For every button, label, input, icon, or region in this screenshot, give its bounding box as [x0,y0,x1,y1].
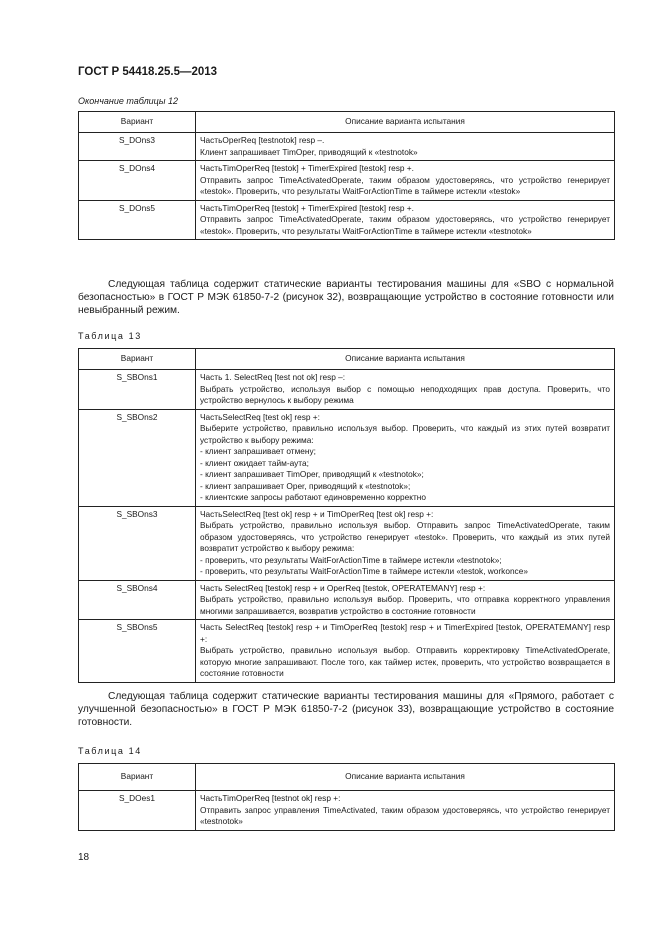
description-cell [196,791,615,831]
description-line: Часть SelectReq [testok] resp + и OperReq [testok, OPERATEMANY] resp +: [200,582,486,593]
description-line: - проверить, что результаты WaitForActionTime в таймере истекли «testok, workonce» [200,566,528,576]
variant-cell: S_SBOns1 [79,370,196,410]
table-row [79,620,615,683]
column-header-description: Описание варианта испытания [196,349,615,370]
variant-cell: S_SBOns5 [79,620,196,683]
variant-cell: S_DOes1 [79,791,196,831]
description-cell [196,161,615,201]
table-12-caption: Окончание таблицы 12 [78,96,178,106]
table-12 [78,111,615,240]
table-14 [78,763,615,831]
description-line: ЧастьSelectReq [test ok] resp + и TimOperReq [test ok] resp +: [200,508,434,519]
column-header-description: Описание варианта испытания [196,764,615,791]
description-line: Часть SelectReq [testok] resp + и TimOperReq [testok] resp + и TimerExpired [testok, OPERATEMANY] resp +: [200,622,610,644]
variant-cell: S_DOns5 [79,200,196,240]
paragraph: Следующая таблица содержит статические варианты тестирования машины для «Прямого, работает с улучшенной безопасностью» в ГОСТ Р МЭК 61850-7-2 (рисунок 33), возвращающие устройство в состояние готовности. [78,691,614,728]
description-line: - клиентские запросы работают единовременно корректно [200,492,426,502]
description-line: ЧастьSelectReq [test ok] resp +: [200,411,320,422]
description-line: ЧастьOperReq [testnotok] resp –. [200,135,325,145]
description-line: - клиент запрашивает Oper, приводящий к «testnotok»; [200,480,411,491]
description-line: Клиент запрашивает TimOper, приводящий к «testnotok» [200,146,418,157]
description-line: Отправить запрос TimeActivatedOperate, таким образом удостоверяясь, что устройство генерирует «testok». Проверить, что результаты WaitForActionTime в таймере истекли «testnotok» [200,214,610,236]
description-line: - клиент запрашивает отмену; [200,446,316,456]
description-cell [196,409,615,506]
description-line: Выбрать устройство, правильно используя выбор. Отправить запрос TimeActivatedOperate, таким образом удостоверяясь, что устройство генерирует «testok». Проверить, что каждый из этих путей возвратит устройство к выбору режима: [200,520,610,553]
column-header-variant: Вариант [79,349,196,370]
table-13 [78,348,615,683]
paragraph: Следующая таблица содержит статические варианты тестирования машины для «SBO с нормальной безопасностью» в ГОСТ Р МЭК 61850-7-2 (рисунок 32), возвращающие устройство в состояние готовности или невыбранный режим. [78,279,614,316]
description-line: - проверить, что результаты WaitForActionTime в таймере истекли «testnotok»; [200,554,502,565]
description-line: Отправить запрос TimeActivatedOperate, таким образом удостоверяясь, что устройство генерирует «testok». Проверить, что результаты WaitForActionTime в таймере истекли «testok» [200,174,610,196]
table-row [79,409,615,506]
table-row [79,133,615,161]
description-cell [196,580,615,620]
column-header-description: Описание варианта испытания [196,112,615,133]
description-cell [196,200,615,240]
description-cell [196,133,615,161]
table-row [79,200,615,240]
description-line: Выбрать устройство, правильно используя выбор. Отправить корректировку TimeActivatedOperate, которую многие запрашивают. После того, как таймер истек, проверить, что устройство возвращается в состояние готовности [200,645,610,678]
page-number: 18 [78,852,90,863]
table-header-row [79,112,615,133]
table-row [79,161,615,201]
description-line: Выбрать устройство, используя выбор с помощью неподходящих прав доступа. Проверить, что устройство вернулось к выбору режима [200,383,610,405]
variant-cell: S_DOns4 [79,161,196,201]
description-line: - клиент ожидает тайм-аута; [200,457,309,468]
table-header-row [79,349,615,370]
column-header-variant: Вариант [79,112,196,133]
description-line: Выбрать устройство, правильно используя выбор. Проверить, что отправка корректного управления многими запрашивается, возвратив устройство в состояние готовности [200,594,610,616]
variant-cell: S_SBOns4 [79,580,196,620]
description-cell [196,620,615,683]
description-cell [196,506,615,580]
table-row [79,506,615,580]
description-line: Часть 1. SelectReq [test not ok] resp –: [200,372,346,382]
description-cell [196,370,615,410]
variant-cell: S_SBOns2 [79,409,196,506]
table-row [79,791,615,831]
table-14-caption: Таблица 14 [78,746,142,756]
table-row [79,370,615,410]
description-line: Выберите устройство, правильно используя выбор. Проверить, что каждый из этих путей возвратит устройство к выбору режима: [200,423,610,445]
description-line: ЧастьTimOperReq [testok] + TimerExpired [testok] resp +. [200,163,414,173]
variant-cell: S_DOns3 [79,133,196,161]
description-line: - клиент запрашивает TimOper, приводящий к «testnotok»; [200,469,424,479]
document-header: ГОСТ Р 54418.25.5—2013 [78,66,218,78]
variant-cell: S_SBOns3 [79,506,196,580]
table-13-caption: Таблица 13 [78,331,142,341]
table-row [79,580,615,620]
table-header-row [79,764,615,791]
description-line: ЧастьTimOperReq [testnot ok] resp +: [200,793,341,803]
description-line: Отправить запрос управления TimeActivated, таким образом удостоверяясь, что устройство генерирует «testnotok» [200,804,610,826]
description-line: ЧастьTimOperReq [testok] + TimerExpired [testok] resp +. [200,202,414,213]
column-header-variant: Вариант [79,764,196,791]
